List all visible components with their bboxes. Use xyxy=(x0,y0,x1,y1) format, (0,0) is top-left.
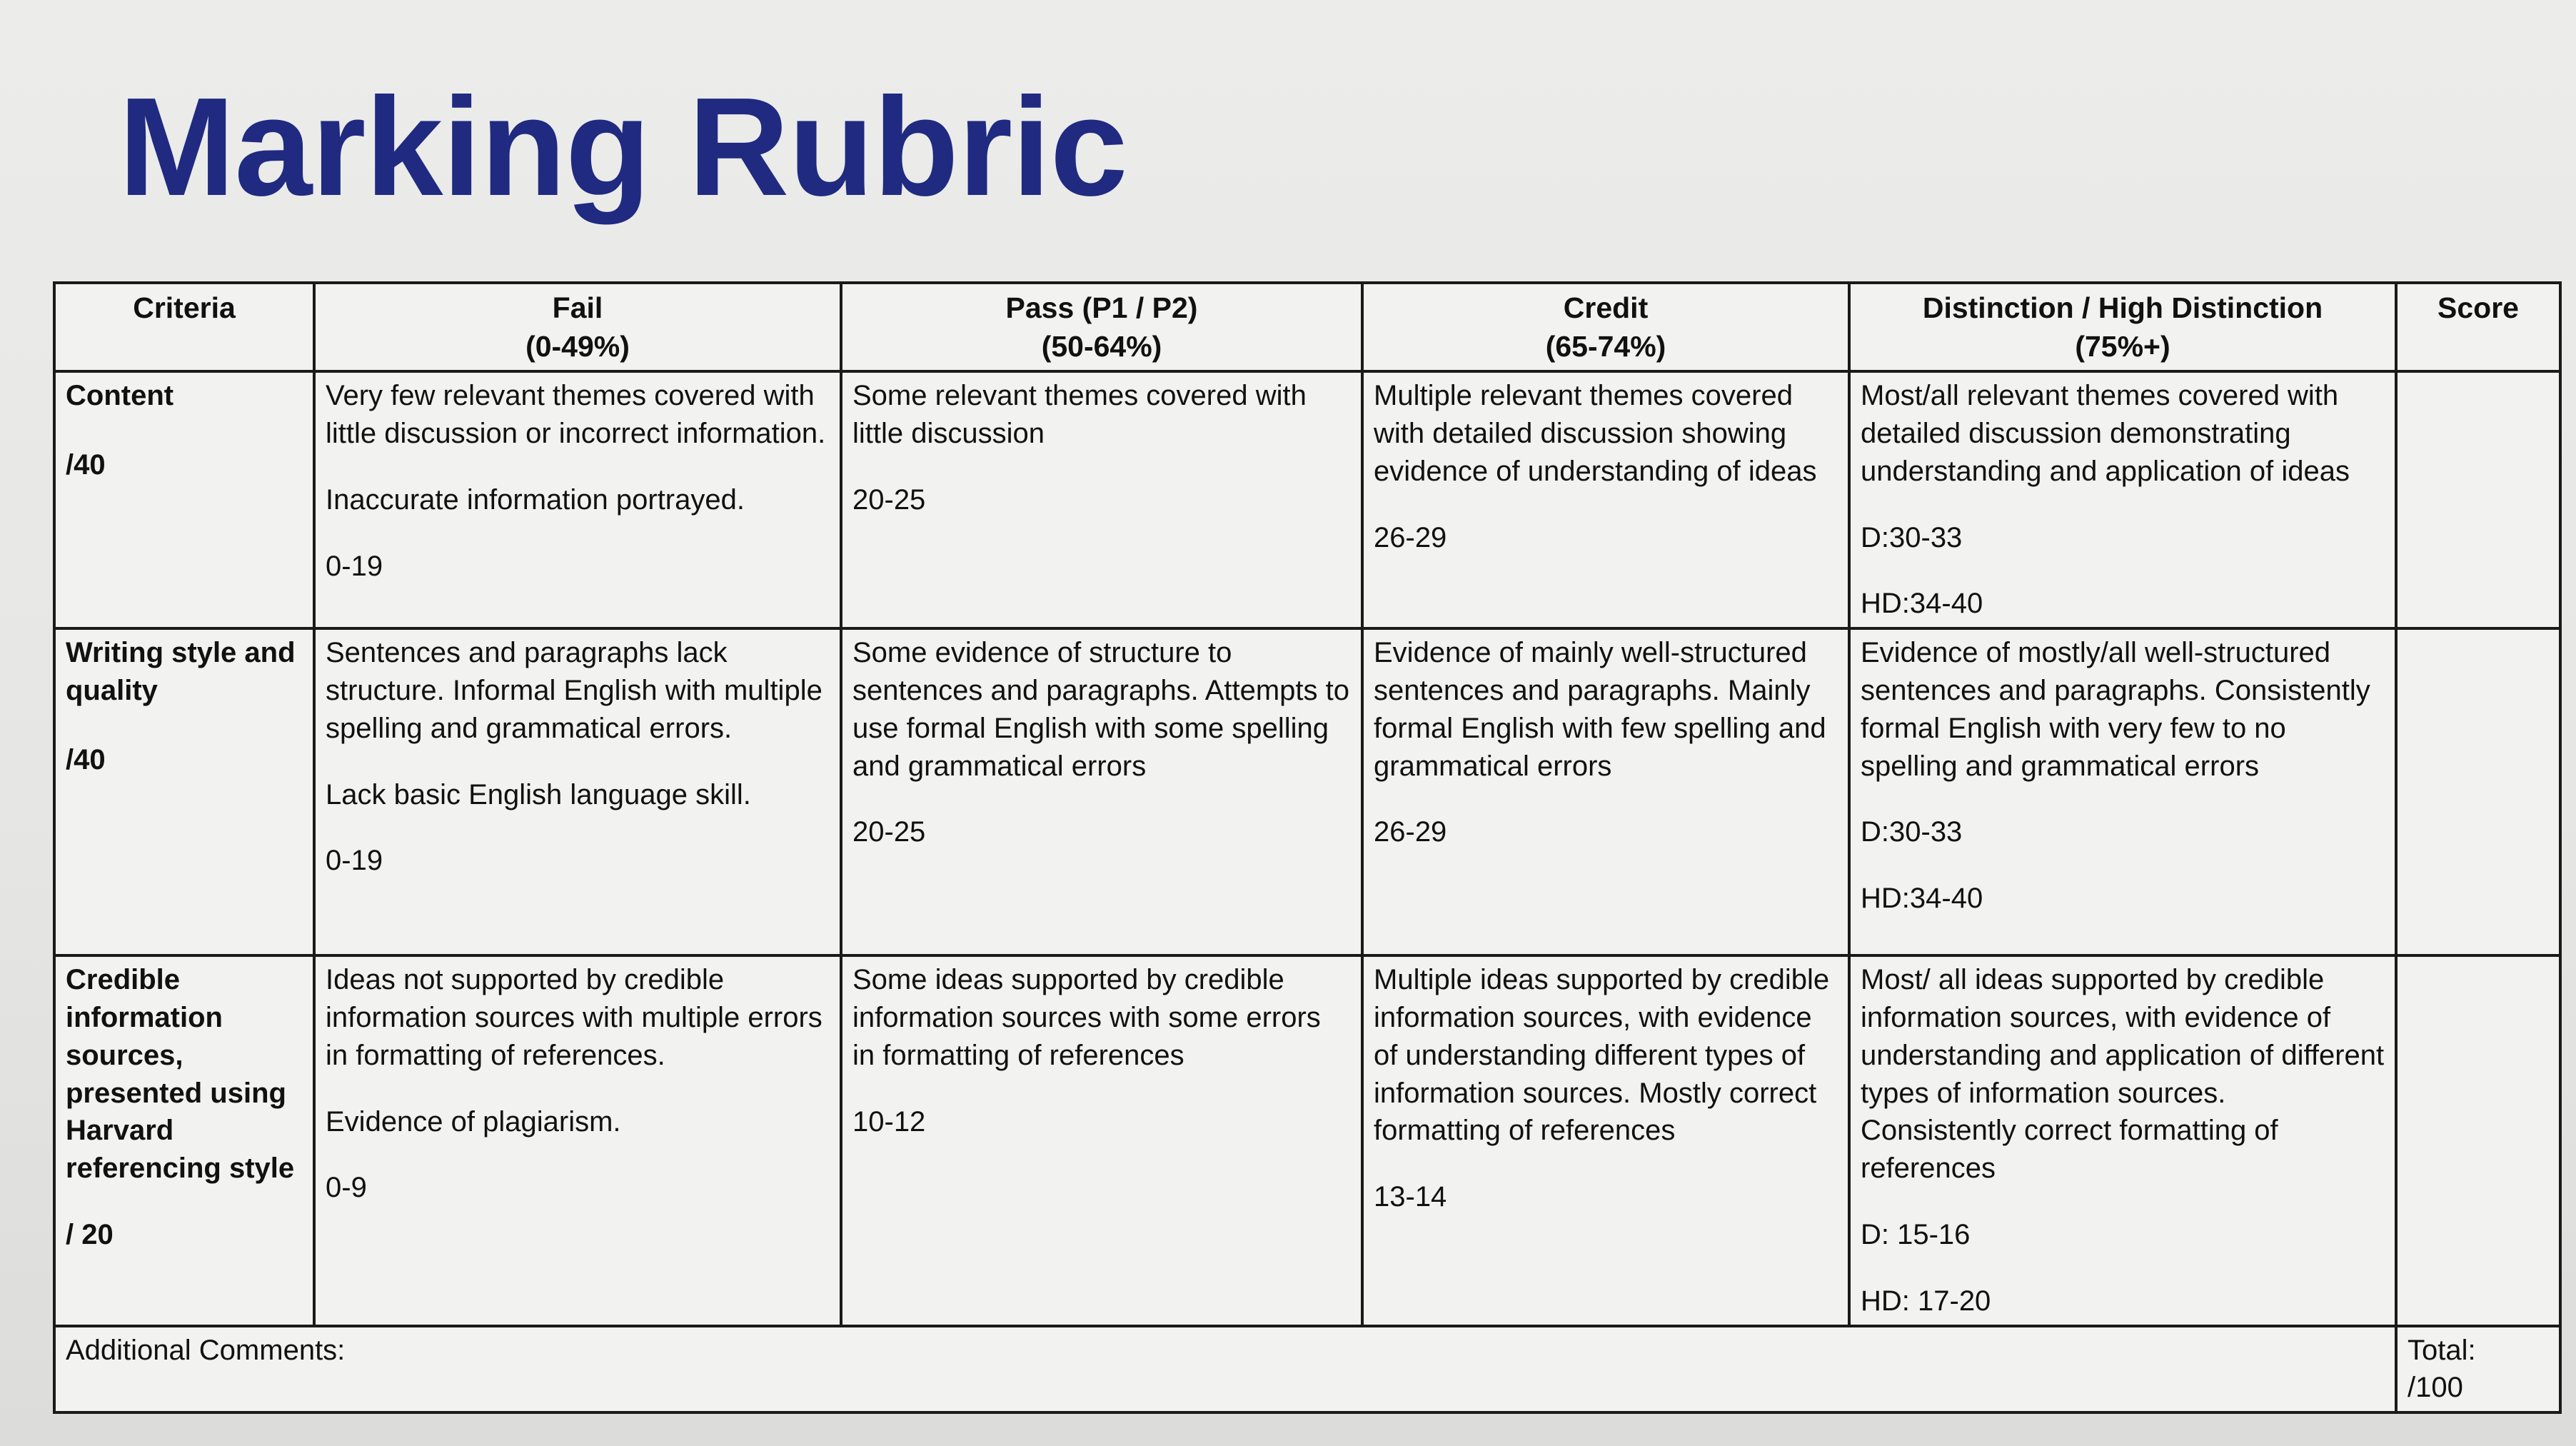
fail-desc-2: Evidence of plagiarism. xyxy=(326,1105,621,1138)
fail-range: 0-19 xyxy=(326,550,383,582)
distinction-range-hd: HD: 17-20 xyxy=(1861,1285,1991,1317)
header-row xyxy=(54,283,2560,371)
fail-cell xyxy=(314,371,841,628)
pass-cell xyxy=(841,371,1362,628)
criteria-cell xyxy=(54,628,314,955)
criteria-name: Credible information sources, presented using Harvard referencing style xyxy=(66,964,295,1185)
credit-desc: Evidence of mainly well-structured sentences and paragraphs. Mainly formal English with few spelling and grammatical errors xyxy=(1374,637,1826,782)
fail-range: 0-19 xyxy=(326,845,383,877)
pass-desc: Some ideas supported by credible information sources with some errors in formatting of references xyxy=(852,964,1321,1071)
criteria-max: /40 xyxy=(66,743,106,775)
criteria-name: Writing style and quality xyxy=(66,637,296,706)
header-criteria: Criteria xyxy=(54,283,314,371)
table-row-sources xyxy=(54,955,2560,1325)
credit-range: 13-14 xyxy=(1374,1181,1447,1213)
distinction-range-d: D:30-33 xyxy=(1861,521,1963,553)
header-credit xyxy=(1362,283,1849,371)
criteria-max: /40 xyxy=(66,449,106,481)
fail-desc: Ideas not supported by credible information sources with multiple errors in formatting of references. xyxy=(326,964,822,1071)
header-distinction xyxy=(1849,283,2396,371)
distinction-desc: Most/ all ideas supported by credible information sources, with evidence of understanding and application of different types of information sources. Consistently correct formatting of references xyxy=(1861,964,2385,1185)
credit-desc: Multiple relevant themes covered with detailed discussion showing evidence of understanding of ideas xyxy=(1374,380,1817,487)
credit-cell xyxy=(1362,371,1849,628)
header-credit-label: Credit xyxy=(1563,291,1649,324)
fail-desc: Sentences and paragraphs lack structure. Informal English with multiple spelling and grammatical errors. xyxy=(326,637,822,744)
distinction-cell xyxy=(1849,628,2396,955)
credit-range: 26-29 xyxy=(1374,521,1447,553)
score-cell xyxy=(2396,955,2560,1325)
fail-cell xyxy=(314,628,841,955)
score-cell xyxy=(2396,371,2560,628)
credit-range: 26-29 xyxy=(1374,816,1447,848)
distinction-desc: Evidence of mostly/all well-structured sentences and paragraphs. Consistently formal English with very few to no spelling and grammatical errors xyxy=(1861,637,2370,782)
credit-cell xyxy=(1362,955,1849,1325)
fail-desc-2: Lack basic English language skill. xyxy=(326,778,751,810)
marking-rubric-table xyxy=(53,281,2562,1414)
fail-desc: Very few relevant themes covered with little discussion or incorrect information. xyxy=(326,380,826,450)
header-pass xyxy=(841,283,1362,371)
pass-range: 20-25 xyxy=(852,483,926,516)
page-title: Marking Rubric xyxy=(119,69,1127,225)
header-distinction-label: Distinction / High Distinction xyxy=(1922,291,2323,324)
distinction-cell xyxy=(1849,371,2396,628)
table-row-content xyxy=(54,371,2560,628)
credit-cell xyxy=(1362,628,1849,955)
total-cell xyxy=(2396,1326,2560,1413)
criteria-name: Content xyxy=(66,380,174,412)
pass-cell xyxy=(841,628,1362,955)
distinction-range-d: D:30-33 xyxy=(1861,816,1963,848)
header-distinction-range: (75%+) xyxy=(2075,330,2170,363)
additional-comments-cell xyxy=(54,1326,2396,1413)
header-pass-range: (50-64%) xyxy=(1041,330,1162,363)
header-fail xyxy=(314,283,841,371)
fail-cell xyxy=(314,955,841,1325)
distinction-cell xyxy=(1849,955,2396,1325)
distinction-desc: Most/all relevant themes covered with detailed discussion demonstrating understanding and application of ideas xyxy=(1861,380,2350,487)
fail-desc-2: Inaccurate information portrayed. xyxy=(326,483,745,516)
header-fail-label: Fail xyxy=(552,291,603,324)
credit-desc: Multiple ideas supported by credible information sources, with evidence of understanding different types of information sources. Mostly correct formatting of references xyxy=(1374,964,1830,1147)
header-pass-label: Pass (P1 / P2) xyxy=(1005,291,1198,324)
score-cell xyxy=(2396,628,2560,955)
footer-row xyxy=(54,1326,2560,1413)
criteria-cell xyxy=(54,371,314,628)
pass-range: 20-25 xyxy=(852,816,926,848)
table-row-writing xyxy=(54,628,2560,955)
distinction-range-hd: HD:34-40 xyxy=(1861,883,1983,915)
total-label: Total: xyxy=(2408,1334,2476,1366)
distinction-range-hd: HD:34-40 xyxy=(1861,588,1983,620)
pass-cell xyxy=(841,955,1362,1325)
header-credit-range: (65-74%) xyxy=(1545,330,1666,363)
criteria-max: / 20 xyxy=(66,1218,114,1250)
criteria-cell xyxy=(54,955,314,1325)
additional-comments-label: Additional Comments: xyxy=(66,1334,346,1366)
distinction-range-d: D: 15-16 xyxy=(1861,1218,1971,1250)
header-fail-range: (0-49%) xyxy=(525,330,630,363)
header-score: Score xyxy=(2396,283,2560,371)
fail-range: 0-9 xyxy=(326,1172,367,1204)
total-max: /100 xyxy=(2408,1372,2463,1404)
pass-desc: Some evidence of structure to sentences and paragraphs. Attempts to use formal English with some spelling and grammatical errors xyxy=(852,637,1349,782)
pass-range: 10-12 xyxy=(852,1105,926,1138)
pass-desc: Some relevant themes covered with little discussion xyxy=(852,380,1307,450)
